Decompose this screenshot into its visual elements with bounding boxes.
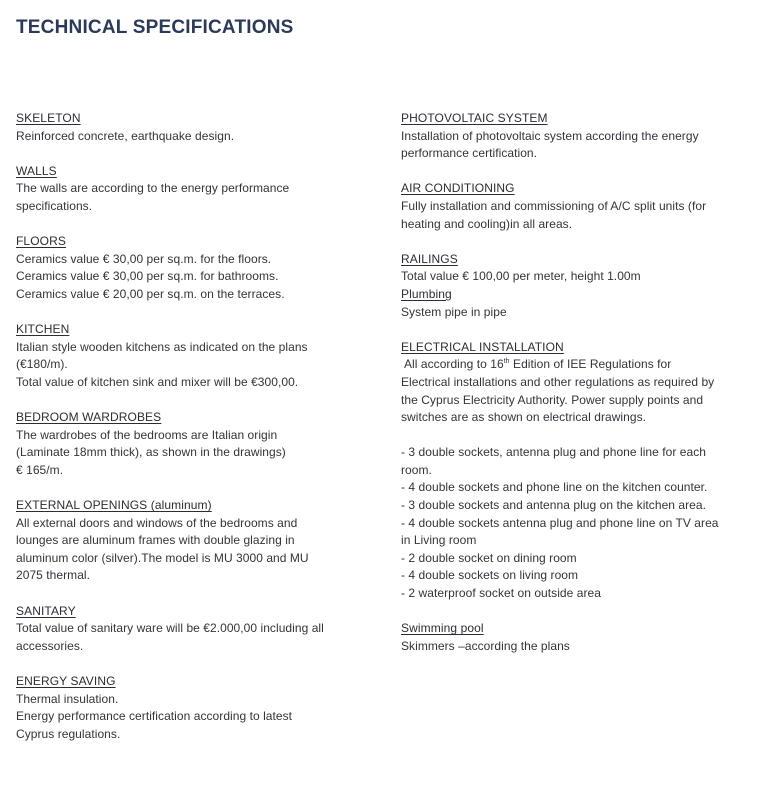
text-line: Fully installation and commissioning of A/C split units (for [401, 198, 707, 213]
bullet-line: in Living room [401, 533, 477, 548]
text-line: System pipe in pipe [401, 304, 507, 319]
heading-kitchen: KITCHEN [16, 322, 70, 337]
heading-floors: FLOORS [16, 234, 66, 249]
right-column [401, 110, 746, 673]
section-energy-saving [16, 673, 361, 743]
heading-swimming-pool: Swimming pool [401, 621, 484, 636]
intro-superscript: th [503, 358, 510, 366]
text-line: Italian style wooden kitchens as indicated on the plans [16, 339, 308, 354]
intro-prefix: All according to 16 [404, 357, 504, 372]
text-line: Electrical installations and other regulations as required by [401, 374, 715, 389]
text-line: heating and cooling)in all areas. [401, 216, 573, 231]
text-line: Installation of photovoltaic system according the energy [401, 128, 699, 143]
text-line: The walls are according to the energy performance [16, 181, 290, 196]
heading-walls: WALLS [16, 163, 57, 178]
heading-bedroom-wardrobes: BEDROOM WARDROBES [16, 410, 162, 425]
text-line: Total value of sanitary ware will be €2.000,00 including all [16, 621, 324, 636]
text-line: Ceramics value € 30,00 per sq.m. for the floors. [16, 251, 272, 266]
section-kitchen [16, 321, 361, 391]
section-sanitary [16, 603, 361, 656]
text-line: The wardrobes of the bedrooms are Italian origin [16, 427, 278, 442]
electrical-intro [401, 356, 746, 374]
heading-railings: RAILINGS [401, 251, 458, 266]
section-sockets-list [401, 444, 746, 602]
text-line: (€180/m). [16, 357, 68, 372]
left-column [16, 110, 361, 761]
text-line: € 165/m. [16, 462, 64, 477]
section-floors [16, 233, 361, 303]
heading-plumbing: Plumbing [401, 286, 452, 301]
text-line: 2075 thermal. [16, 568, 91, 583]
text-line: Energy performance certification according to latest [16, 709, 293, 724]
text-line: aluminum color (silver).The model is MU 3000 and MU [16, 550, 309, 565]
section-air-conditioning [401, 180, 746, 233]
heading-photovoltaic: PHOTOVOLTAIC SYSTEM [401, 111, 548, 125]
intro-suffix: Edition of IEE Regulations for [509, 357, 672, 372]
text-line: Thermal insulation. [16, 691, 119, 706]
page-title: TECHNICAL SPECIFICATIONS [16, 17, 294, 38]
section-swimming-pool [401, 620, 746, 655]
text-line: lounges are aluminum frames with double glazing in [16, 533, 295, 548]
text-line: Ceramics value € 30,00 per sq.m. for bathrooms. [16, 269, 279, 284]
text-line: Skimmers –according the plans [401, 638, 570, 653]
bullet-line: - 2 double socket on dining room [401, 550, 577, 565]
heading-energy-saving: ENERGY SAVING [16, 674, 116, 688]
section-electrical [401, 339, 746, 427]
bullet-line: room. [401, 462, 432, 477]
text-line: accessories. [16, 638, 84, 653]
section-photovoltaic [401, 110, 746, 163]
bullet-line: - 2 waterproof socket on outside area [401, 586, 601, 601]
bullet-line: - 4 double sockets and phone line on the kitchen counter. [401, 480, 708, 495]
section-bedroom-wardrobes [16, 409, 361, 479]
text-line: performance certification. [401, 146, 538, 161]
bullet-line: - 3 double sockets, antenna plug and phone line for each [401, 445, 707, 460]
text-line: Total value of kitchen sink and mixer will be €300,00. [16, 374, 299, 389]
text-line: specifications. [16, 198, 93, 213]
heading-external-openings: EXTERNAL OPENINGS (aluminum) [16, 498, 212, 513]
section-railings-plumbing [401, 251, 746, 321]
text-line: (Laminate 18mm thick), as shown in the drawings) [16, 445, 286, 460]
heading-sanitary: SANITARY [16, 603, 76, 618]
section-skeleton [16, 110, 361, 145]
bullet-line: - 4 double sockets antenna plug and phone line on TV area [401, 515, 719, 530]
text-line: Ceramics value € 20,00 per sq.m. on the terraces. [16, 286, 285, 301]
text-line: the Cyprus Electricity Authority. Power supply points and [401, 392, 704, 407]
text-line: Total value € 100,00 per meter, height 1.00m [401, 269, 641, 284]
text-line: All external doors and windows of the bedrooms and [16, 515, 298, 530]
heading-air-conditioning: AIR CONDITIONING [401, 181, 515, 196]
text-line: switches are as shown on electrical drawings. [401, 410, 647, 425]
section-walls [16, 163, 361, 216]
bullet-line: - 4 double sockets on living room [401, 568, 579, 583]
heading-electrical: ELECTRICAL INSTALLATION [401, 339, 564, 354]
heading-skeleton: SKELETON [16, 111, 81, 125]
text-line: Cyprus regulations. [16, 726, 121, 741]
section-external-openings [16, 497, 361, 585]
bullet-line: - 3 double sockets and antenna plug on the kitchen area. [401, 498, 707, 513]
text-line: Reinforced concrete, earthquake design. [16, 128, 235, 143]
